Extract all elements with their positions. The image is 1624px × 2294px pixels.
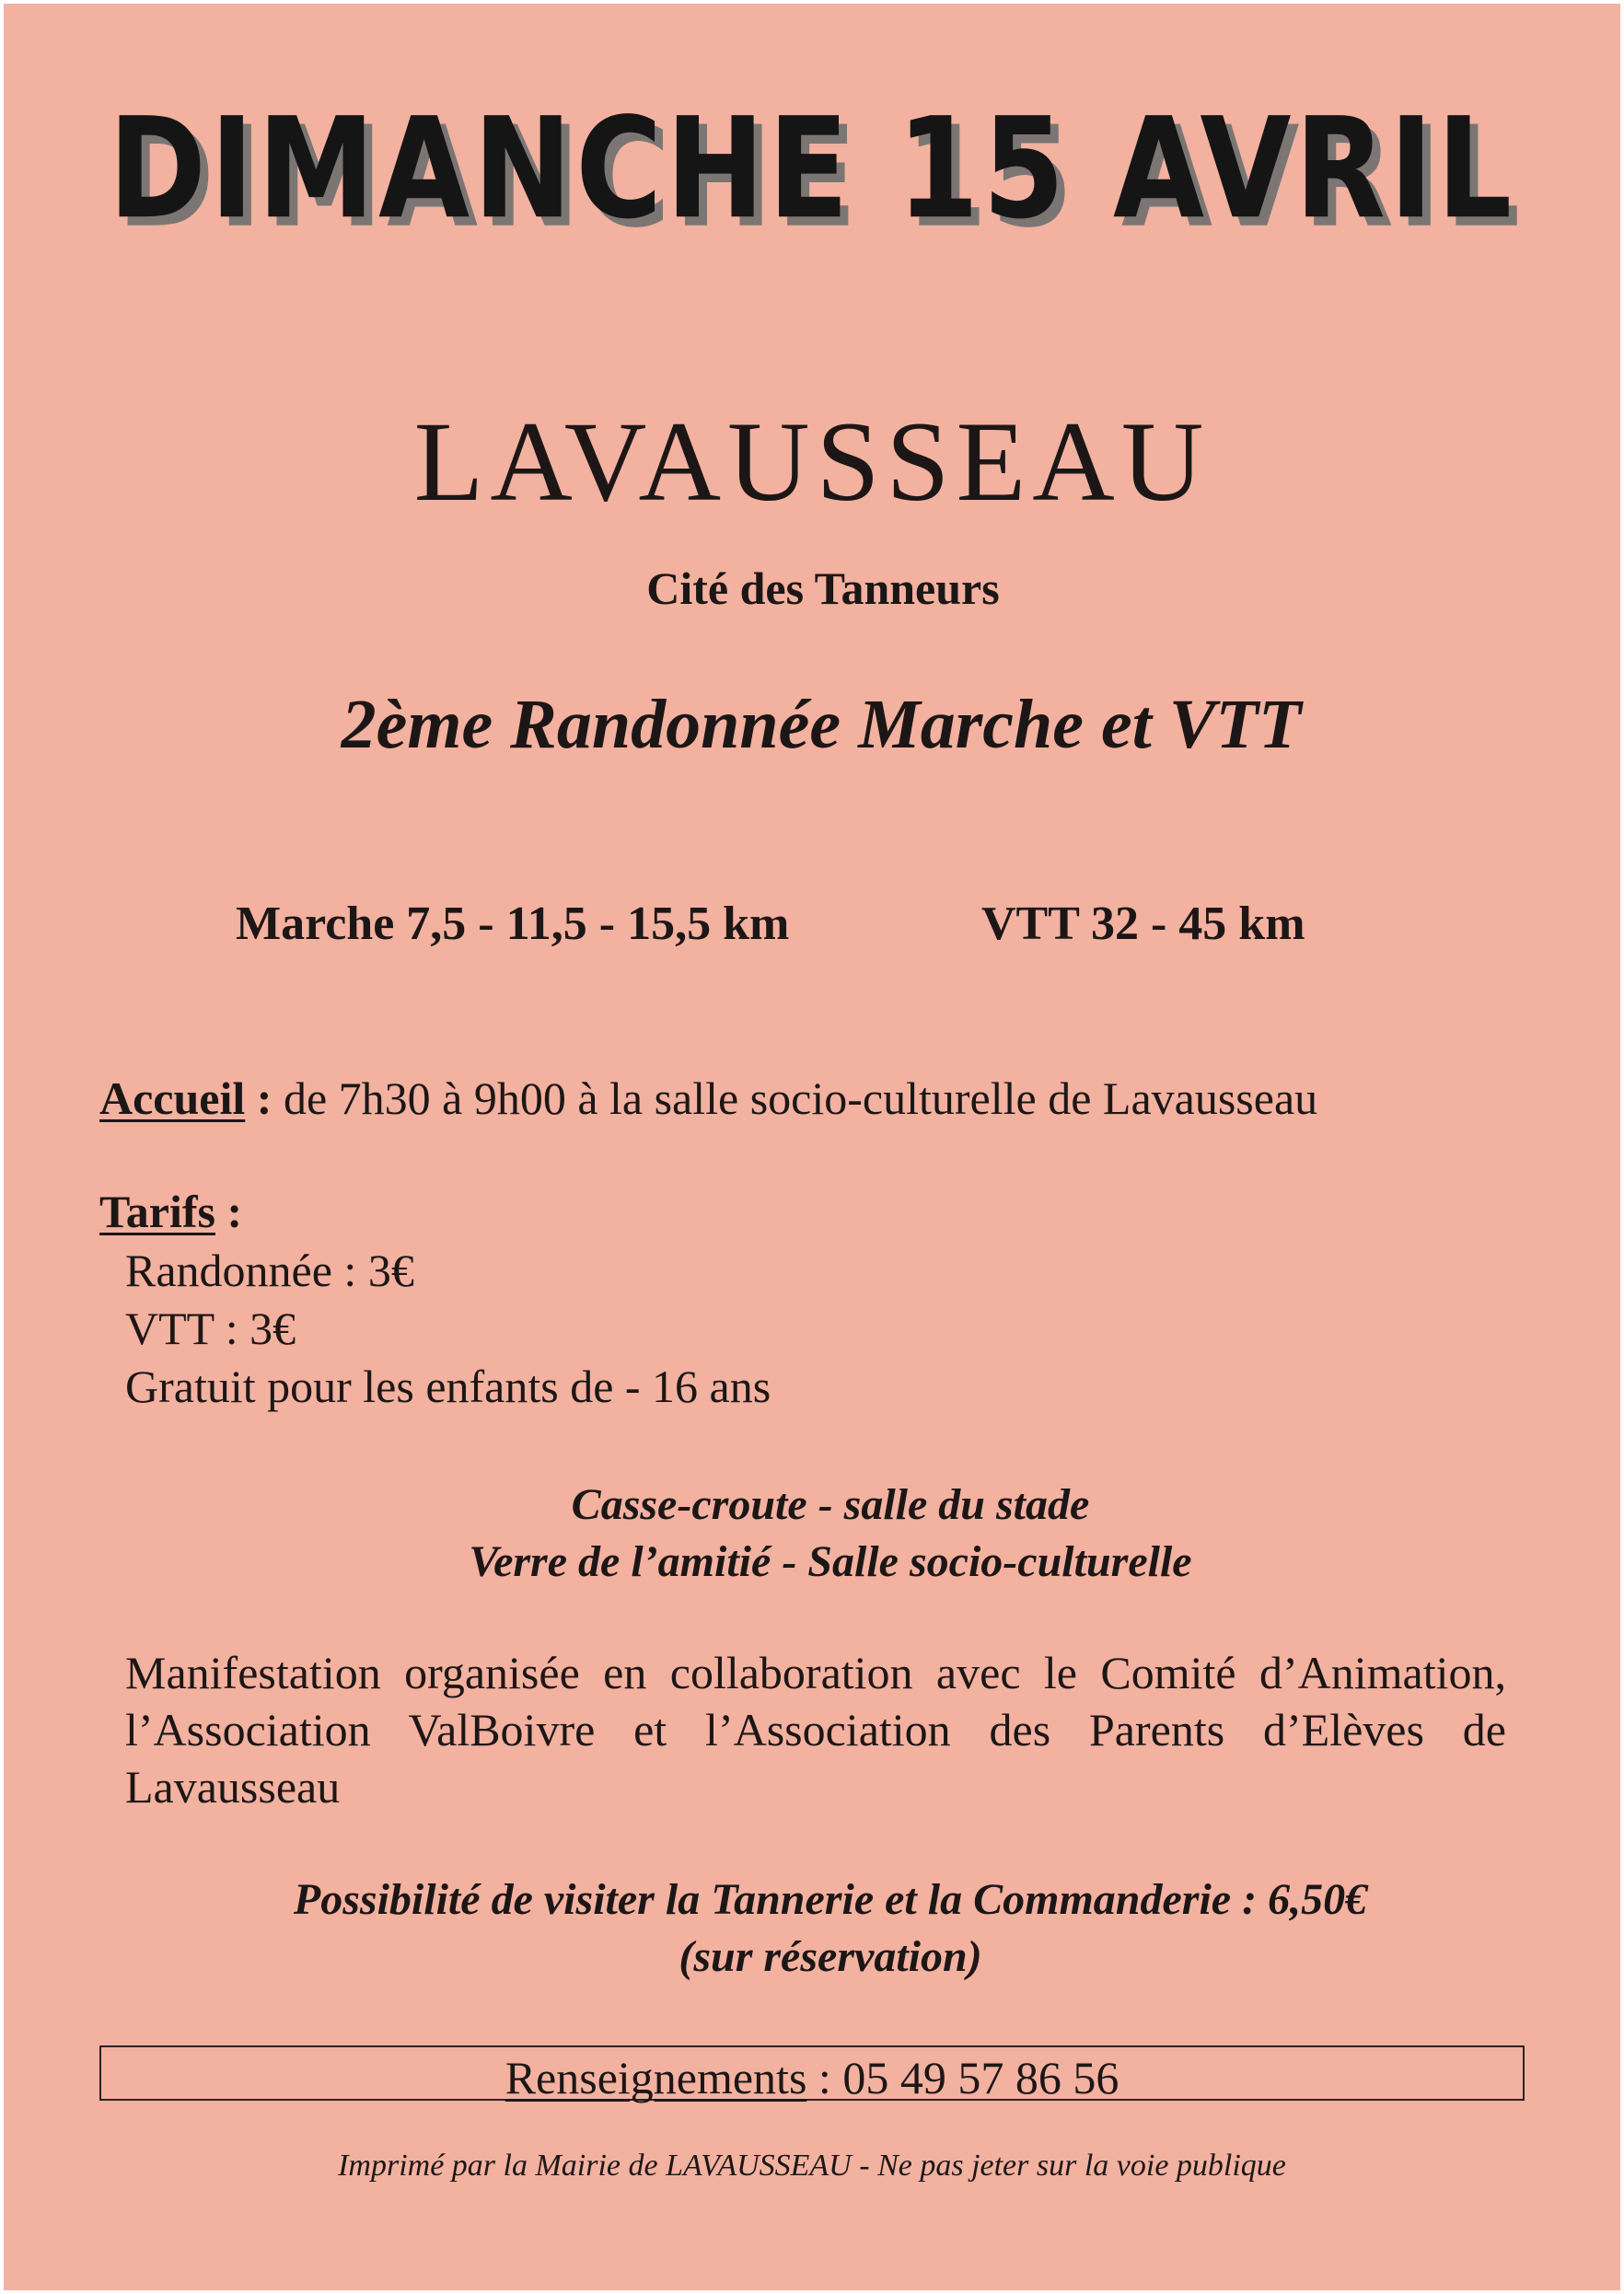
visit-offer: Possibilité de visiter la Tannerie et la Commanderie : 6,50€ [293, 1875, 1368, 1924]
price-item: VTT : 3€ [125, 1303, 296, 1354]
info-separator: : [806, 2052, 843, 2103]
prices-label: Tarifs [99, 1186, 215, 1237]
price-item: Gratuit pour les enfants de - 16 ans [125, 1361, 771, 1412]
visit-reservation-note: (sur réservation) [679, 1932, 982, 1981]
info-label: Renseignements [505, 2052, 807, 2103]
welcome-separator: : [245, 1072, 284, 1124]
prices-heading [99, 1185, 242, 1238]
refreshment-line: Verre de l’amitié - Salle socio-culturelle [469, 1537, 1192, 1586]
organizers-paragraph: Manifestation organisée en collaboration avec le Comité d’Animation, l’Association ValBoivre et l’Association des Parents d’Elèves de Lavausseau [125, 1647, 1506, 1813]
prices-separator: : [215, 1186, 243, 1237]
poster-sheet [4, 4, 1620, 2290]
date-headline: DIMANCHE 15 AVRIL [108, 88, 1516, 250]
welcome-text: de 7h30 à 9h00 à la salle socio-culturelle de Lavausseau [283, 1072, 1318, 1124]
town-name: LAVAUSSEAU [413, 399, 1211, 525]
price-item: Randonnée : 3€ [125, 1245, 414, 1296]
footer-note: Imprimé par la Mairie de LAVAUSSEAU - Ne pas jeter sur la voie publique [338, 2149, 1286, 2183]
info-line [4, 2051, 1620, 2104]
town-subtitle: Cité des Tanneurs [646, 562, 1000, 614]
welcome-line [99, 1072, 1317, 1125]
refreshment-line: Casse-croute - salle du stade [571, 1480, 1090, 1529]
walk-distances: Marche 7,5 - 11,5 - 15,5 km [236, 898, 790, 950]
info-phone: 05 49 57 86 56 [842, 2052, 1119, 2103]
welcome-label: Accueil [99, 1072, 246, 1124]
event-title: 2ème Randonnée Marche et VTT [341, 686, 1302, 763]
bike-distances: VTT 32 - 45 km [981, 898, 1305, 950]
